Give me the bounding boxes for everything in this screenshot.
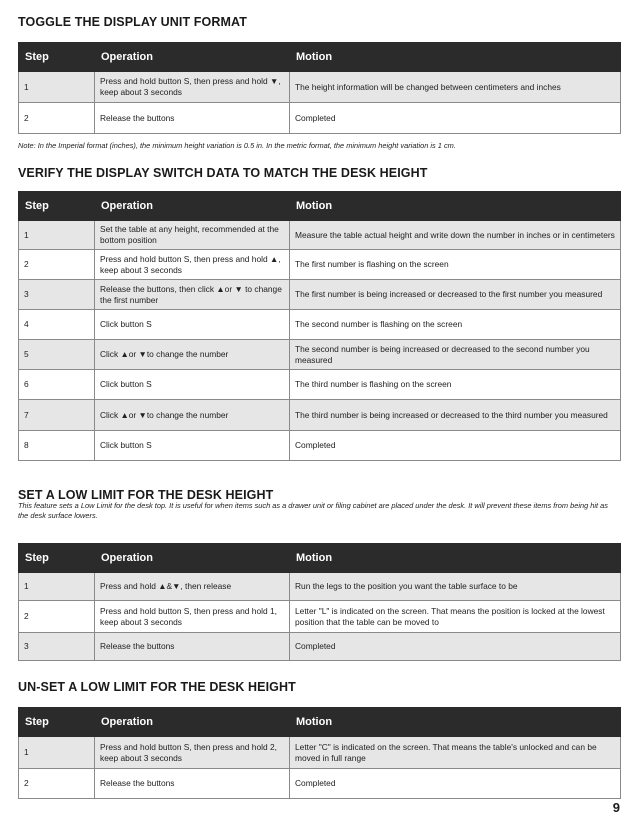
table-row xyxy=(19,601,621,633)
motion-cell: Run the legs to the position you want the table surface to be xyxy=(290,573,621,601)
step-cell: 2 xyxy=(19,103,95,134)
unit-format-note: Note: In the Imperial format (inches), the minimum height variation is 0.5 in. In the metric format, the minimum height variation is 1 cm. xyxy=(18,141,456,150)
section-title-set-low-limit: SET A LOW LIMIT FOR THE DESK HEIGHT xyxy=(18,488,274,502)
step-cell: 2 xyxy=(19,250,95,280)
header-step: Step xyxy=(19,544,95,573)
toggle-unit-table xyxy=(18,42,621,134)
operation-cell: Set the table at any height, recommended at the bottom position xyxy=(95,221,290,250)
motion-cell: Completed xyxy=(290,633,621,661)
step-cell: 3 xyxy=(19,633,95,661)
header-step: Step xyxy=(19,708,95,737)
table-header-row xyxy=(19,43,621,72)
header-operation: Operation xyxy=(95,192,290,221)
motion-cell: The second number is flashing on the screen xyxy=(290,310,621,340)
table-row xyxy=(19,400,621,431)
step-cell: 3 xyxy=(19,280,95,310)
header-motion: Motion xyxy=(290,192,621,221)
motion-cell: The third number is flashing on the screen xyxy=(290,370,621,400)
table-row xyxy=(19,310,621,340)
step-cell: 2 xyxy=(19,769,95,799)
set-low-limit-table xyxy=(18,543,621,661)
step-cell: 8 xyxy=(19,431,95,461)
motion-cell: The second number is being increased or decreased to the second number you measured xyxy=(290,340,621,370)
step-cell: 4 xyxy=(19,310,95,340)
motion-cell: Completed xyxy=(290,103,621,134)
header-operation: Operation xyxy=(95,43,290,72)
table-row xyxy=(19,221,621,250)
operation-cell: Click button S xyxy=(95,310,290,340)
table-header-row xyxy=(19,708,621,737)
motion-cell: Completed xyxy=(290,431,621,461)
table-header-row xyxy=(19,192,621,221)
operation-cell: Click button S xyxy=(95,370,290,400)
unset-low-limit-table xyxy=(18,707,621,799)
table-row xyxy=(19,633,621,661)
verify-display-table xyxy=(18,191,621,461)
table-header-row xyxy=(19,544,621,573)
operation-cell: Press and hold button S, then press and hold ▼, keep about 3 seconds xyxy=(95,72,290,103)
section-title-verify-display: VERIFY THE DISPLAY SWITCH DATA TO MATCH THE DESK HEIGHT xyxy=(18,166,428,180)
table-row xyxy=(19,280,621,310)
step-cell: 1 xyxy=(19,573,95,601)
operation-cell: Release the buttons, then click ▲or ▼ to change the first number xyxy=(95,280,290,310)
operation-cell: Release the buttons xyxy=(95,769,290,799)
operation-cell: Release the buttons xyxy=(95,633,290,661)
operation-cell: Click ▲or ▼to change the number xyxy=(95,340,290,370)
table-row xyxy=(19,250,621,280)
operation-cell: Click ▲or ▼to change the number xyxy=(95,400,290,431)
operation-cell: Release the buttons xyxy=(95,103,290,134)
step-cell: 5 xyxy=(19,340,95,370)
step-cell: 6 xyxy=(19,370,95,400)
step-cell: 1 xyxy=(19,737,95,769)
header-step: Step xyxy=(19,192,95,221)
operation-cell: Press and hold button S, then press and hold ▲, keep about 3 seconds xyxy=(95,250,290,280)
table-row xyxy=(19,103,621,134)
motion-cell: The height information will be changed between centimeters and inches xyxy=(290,72,621,103)
operation-cell: Press and hold ▲&▼, then release xyxy=(95,573,290,601)
motion-cell: The first number is being increased or decreased to the first number you measured xyxy=(290,280,621,310)
header-operation: Operation xyxy=(95,544,290,573)
table-row xyxy=(19,431,621,461)
step-cell: 2 xyxy=(19,601,95,633)
header-motion: Motion xyxy=(290,708,621,737)
motion-cell: Completed xyxy=(290,769,621,799)
header-operation: Operation xyxy=(95,708,290,737)
motion-cell: Letter "C" is indicated on the screen. That means the table's unlocked and can be moved in full range xyxy=(290,737,621,769)
header-step: Step xyxy=(19,43,95,72)
motion-cell: The first number is flashing on the screen xyxy=(290,250,621,280)
section-title-unset-low-limit: UN-SET A LOW LIMIT FOR THE DESK HEIGHT xyxy=(18,680,296,694)
table-row xyxy=(19,737,621,769)
section-title-toggle-unit: TOGGLE THE DISPLAY UNIT FORMAT xyxy=(18,15,247,29)
table-row xyxy=(19,769,621,799)
motion-cell: Letter "L" is indicated on the screen. That means the position is locked at the lowest position that the table can be moved to xyxy=(290,601,621,633)
table-row xyxy=(19,370,621,400)
table-row xyxy=(19,573,621,601)
operation-cell: Press and hold button S, then press and hold 2, keep about 3 seconds xyxy=(95,737,290,769)
page-number: 9 xyxy=(612,800,620,815)
motion-cell: The third number is being increased or decreased to the third number you measured xyxy=(290,400,621,431)
low-limit-intro: This feature sets a Low Limit for the desk top. It is useful for when items such as a drawer unit or filing cabinet are placed under the desk. It will prevent these items from being hit as the desk surface lowers. xyxy=(18,501,608,520)
table-row xyxy=(19,72,621,103)
table-row xyxy=(19,340,621,370)
step-cell: 1 xyxy=(19,72,95,103)
step-cell: 1 xyxy=(19,221,95,250)
operation-cell: Press and hold button S, then press and hold 1, keep about 3 seconds xyxy=(95,601,290,633)
header-motion: Motion xyxy=(290,544,621,573)
header-motion: Motion xyxy=(290,43,621,72)
step-cell: 7 xyxy=(19,400,95,431)
motion-cell: Measure the table actual height and write down the number in inches or in centimeters xyxy=(290,221,621,250)
operation-cell: Click button S xyxy=(95,431,290,461)
